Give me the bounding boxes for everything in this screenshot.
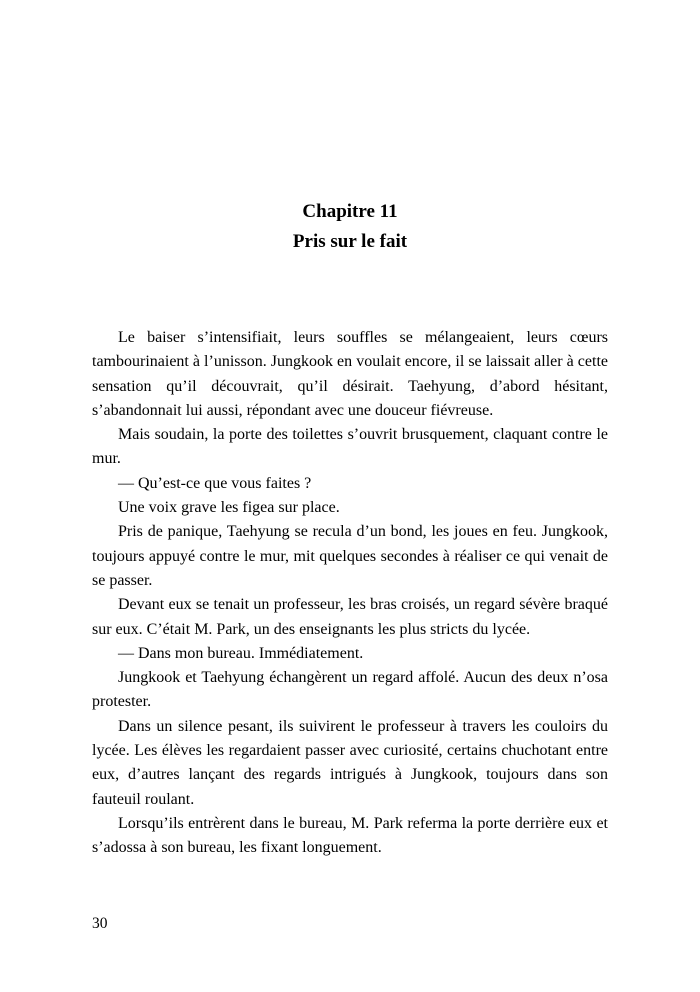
paragraph: — Qu’est-ce que vous faites ? xyxy=(118,474,312,492)
chapter-number: Chapitre 11 xyxy=(302,201,398,222)
paragraph: — Dans mon bureau. Immédiatement. xyxy=(118,644,364,662)
paragraph: Devant eux se tenait un professeur, les bras croisés, un regard sévère braqué sur eux. C’était M. Park, un des enseignants les plus stricts du lycée. xyxy=(92,596,608,638)
paragraph: Une voix grave les figea sur place. xyxy=(118,499,340,517)
paragraph: Mais soudain, la porte des toilettes s’ouvrit brusquement, claquant contre le mur. xyxy=(92,426,608,468)
page-number: 30 xyxy=(92,915,108,932)
paragraph: Lorsqu’ils entrèrent dans le bureau, M. Park referma la porte derrière eux et s’adossa à son bureau, les fixant longuement. xyxy=(92,814,608,857)
chapter-heading xyxy=(92,197,608,257)
paragraph: Pris de panique, Taehyung se recula d’un bond, les joues en feu. Jungkook, toujours appuyé contre le mur, mit quelques secondes à réaliser ce qui venait de se passer. xyxy=(92,523,608,589)
paragraph: Le baiser s’intensifiait, leurs souffles se mélangeaient, leurs cœurs tambourinaient à l’unisson. Jungkook en voulait encore, il se laissait aller à cette sensation qu’il découvrait, qu’il désirait. Taehyung, d’abord hésitant, s’abandonnait lui aussi, répondant avec une douceur fiévreuse. xyxy=(92,329,608,419)
paragraph: Dans un silence pesant, ils suivirent le professeur à travers les couloirs du lycée. Les élèves les regardaient passer avec curiosité, certains chuchotant entre eux, d’autres lançant des regards intrigués à Jungkook, toujours dans son fauteuil roulant. xyxy=(92,717,608,808)
chapter-title: Pris sur le fait xyxy=(292,231,408,252)
paragraph: Jungkook et Taehyung échangèrent un regard affolé. Aucun des deux n’osa protester. xyxy=(92,669,608,711)
chapter-body xyxy=(92,326,608,861)
